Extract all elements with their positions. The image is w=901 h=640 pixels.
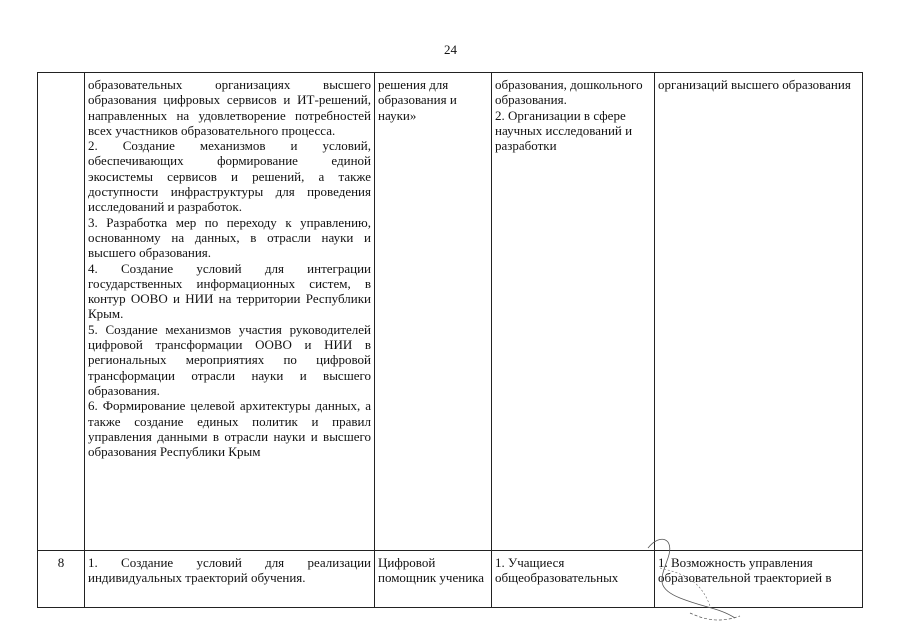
measure-text: 6. Формирование целевой архитектуры данных, а также создание единых политик и правил управления данными в отрасли науки и высшего образования Республики Крым [88, 398, 371, 460]
participants-text: 2. Организации в сфере научных исследований и разработки [495, 107, 633, 154]
document-table [37, 72, 863, 608]
measure-text: 3. Разработка мер по переходу к управлению, основанному на данных, в отрасли науки и высшего образования. [88, 214, 371, 261]
effects-text: 1. Возможность управления образовательной траекторией в [658, 555, 832, 586]
solution-cell [375, 551, 492, 608]
effects-cell [655, 73, 863, 551]
measure-text: образовательных организациях высшего образования цифровых сервисов и ИТ-решений, направленных на удовлетворение потребностей всех участников образовательного процесса. [88, 77, 371, 138]
measures-cell [85, 73, 375, 551]
participants-text: образования, дошкольного образования. [495, 77, 643, 108]
solution-cell [375, 73, 492, 551]
measures-cell [85, 551, 375, 608]
table-row [38, 73, 863, 551]
table-row [38, 551, 863, 608]
measure-text: 5. Создание механизмов участия руководителей цифровой трансформации ООВО и НИИ в региональных мероприятиях по цифровой трансформации отрасли науки и высшего образования. [88, 321, 371, 398]
participants-cell [492, 551, 655, 608]
measure-text: 4. Создание условий для интеграции государственных информационных систем, в контур ООВО и НИИ на территории Республики Крым. [88, 260, 371, 322]
participants-cell [492, 73, 655, 551]
row-number-cell: 8 [38, 551, 85, 608]
row-number-cell [38, 73, 85, 551]
page-number: 24 [444, 42, 457, 57]
solution-text: Цифровой помощник ученика [378, 555, 485, 586]
measure-text: 2. Создание механизмов и условий, обеспечивающих формирование единой экосистемы сервисов и решений, а также доступности инфраструктуры для проведения исследований и разработок. [88, 138, 371, 215]
participants-text: 1. Учащиеся общеобразовательных [495, 555, 619, 586]
effects-cell [655, 551, 863, 608]
solution-text: решения для образования и науки» [378, 77, 457, 123]
effects-text: организаций высшего образования [658, 77, 851, 92]
measure-text: 1. Создание условий для реализации индивидуальных траекторий обучения. [88, 555, 371, 586]
